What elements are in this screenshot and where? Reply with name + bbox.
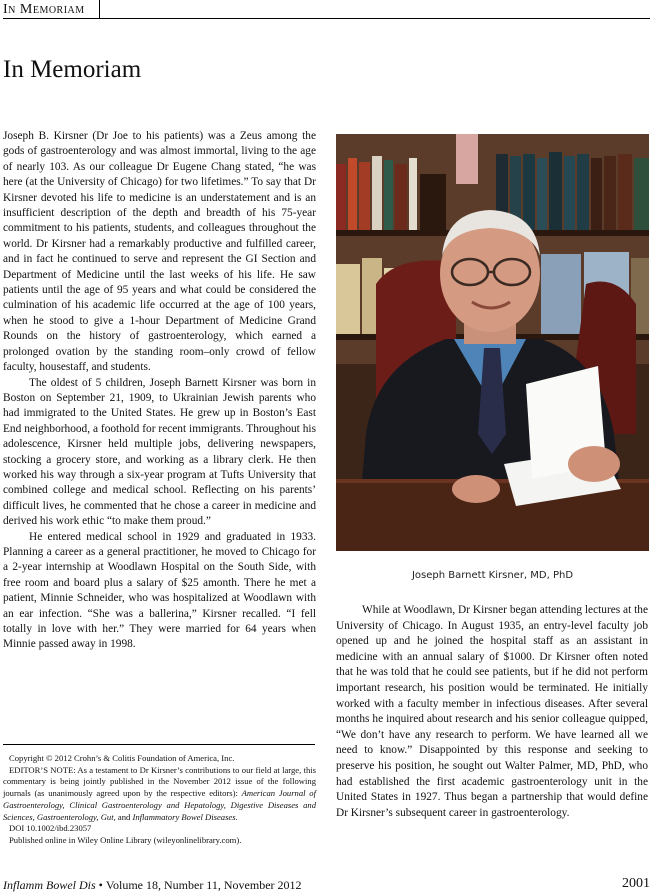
doi-line: DOI 10.1002/ibd.23057: [9, 823, 92, 834]
running-head-rule: [3, 0, 100, 19]
left-column: [3, 129, 316, 653]
journal-name: Inflamm Bowel Dis: [3, 878, 96, 892]
footer-bullet: •: [98, 878, 103, 892]
portrait-photo: [336, 134, 649, 551]
page-number: 2001: [622, 876, 650, 891]
running-head: [3, 0, 650, 19]
footnote-divider: [3, 744, 315, 745]
volume-info: Volume 18, Number 11, November 2012: [105, 878, 302, 892]
journal-list-and: and: [117, 811, 131, 822]
editors-note-text: EDITOR’S NOTE: As a testament to Dr Kirsner’s contributions to our field at large, this commentary is being jointly published in the November 2012 issue of the following journals (as unanimously agreed upon by the respective editors):: [3, 764, 316, 799]
journal-list-last: Inflammatory Bowel Diseases.: [132, 811, 238, 822]
photo-caption: Joseph Barnett Kirsner, MD, PhD: [411, 570, 574, 581]
right-column: [336, 603, 648, 821]
paragraph-intro: Joseph B. Kirsner (Dr Joe to his patients) was a Zeus among the gods of gastroenterology and was almost immortal, living to the age of nearly 103. As our colleague Dr Eugene Chang stated, “he was here (at the University of Chicago) for two lifetimes.” To say that Dr Kirsner devoted his life to medicine is an understatement and is an insufficient description of the depth and breadth of his 75-year commitment to his patients, students, and colleagues throughout the world. Dr Kirsner had a remarkably productive and fulfilled career, and in fact he continued to serve and represent the GI Section and Department of Medicine until the last weeks of his life. He saw patients until the age of 95 years and what could be considered the culmination of his academic life occurred at the age of 100 years, when he stood to give a 1-hour Department of Medicine Grand Rounds on the history of gastroenterology, which earned a prolonged ovation by the standing room–only crowd of fellow faculty, housestaff, and students.: [3, 130, 316, 374]
journal-footer: [3, 878, 302, 893]
article-title: In Memoriam: [3, 56, 142, 83]
running-head-text: In Memoriam: [3, 2, 91, 17]
paragraph-woodlawn: While at Woodlawn, Dr Kirsner began attending lectures at the University of Chicago. In August 1935, an entry-level faculty job opened up and he joined the hospital staff as an assistant in medicine with an annual salary of $1000. Dr Kirsner often noted that he was told that he could see patients, but if he did not perform important research, his position would be terminated. He initially worked with a faculty member in infectious diseases. After several months he inquired about research and his senior colleague quipped, “We don’t have any research to perform. We have learned all we need to know.” Disappointed by this response and seeking to preserve his position, he sought out Walter Palmer, MD, PhD, who had established the first academic gastroenterology unit in the United States in 1927. Thus began a partnership that would define Dr Kirsner’s subsequent career in gastroenterology.: [336, 604, 648, 819]
paragraph-early-life: The oldest of 5 children, Joseph Barnett Kirsner was born in Boston on September 21, 1909, to Ukrainian Jewish parents who had immigrated to the United States. He grew up in Boston’s East End neighborhood, a foothold for recent immigrants. Throughout his adolescence, Kirsner held multiple jobs, delivering newspapers, stocking a grocery store, and working as a library clerk. He then worked his way through a six-year program at Tufts University that combined college and medical school. Reflecting on his parents’ difficult lives, he commented that he chose a career in medicine and derived his work ethic “to make them proud.”: [3, 376, 316, 528]
copyright-line: Copyright © 2012 Crohn’s & Colitis Foundation of America, Inc.: [9, 753, 235, 763]
journal-list: American Journal of Gastroenterology, Clinical Gastroenterology and Hepatology, Digestive Diseases and Sciences, Gastroenterology, Gut,: [3, 788, 316, 822]
paragraph-medical-school: He entered medical school in 1929 and graduated in 1933. Planning a career as a general practitioner, he moved to Chicago for a 2-year internship at Woodlawn Hospital on the South Side, with free room and board plus a salary of $25 amonth. There he met a patient, Minnie Schneider, who was hospitalized at Woodlawn with an ear infection. “She was a ballerina,” Kirsner recalled. “I fell totally in love with her.” They were married for 64 years when Minnie passed away in 1998.: [3, 530, 316, 651]
portrait-illustration: [336, 134, 649, 551]
editors-note: [3, 765, 316, 824]
footnotes: [3, 753, 316, 847]
published-online-line: Published online in Wiley Online Library (wileyonlinelibrary.com).: [9, 834, 242, 845]
